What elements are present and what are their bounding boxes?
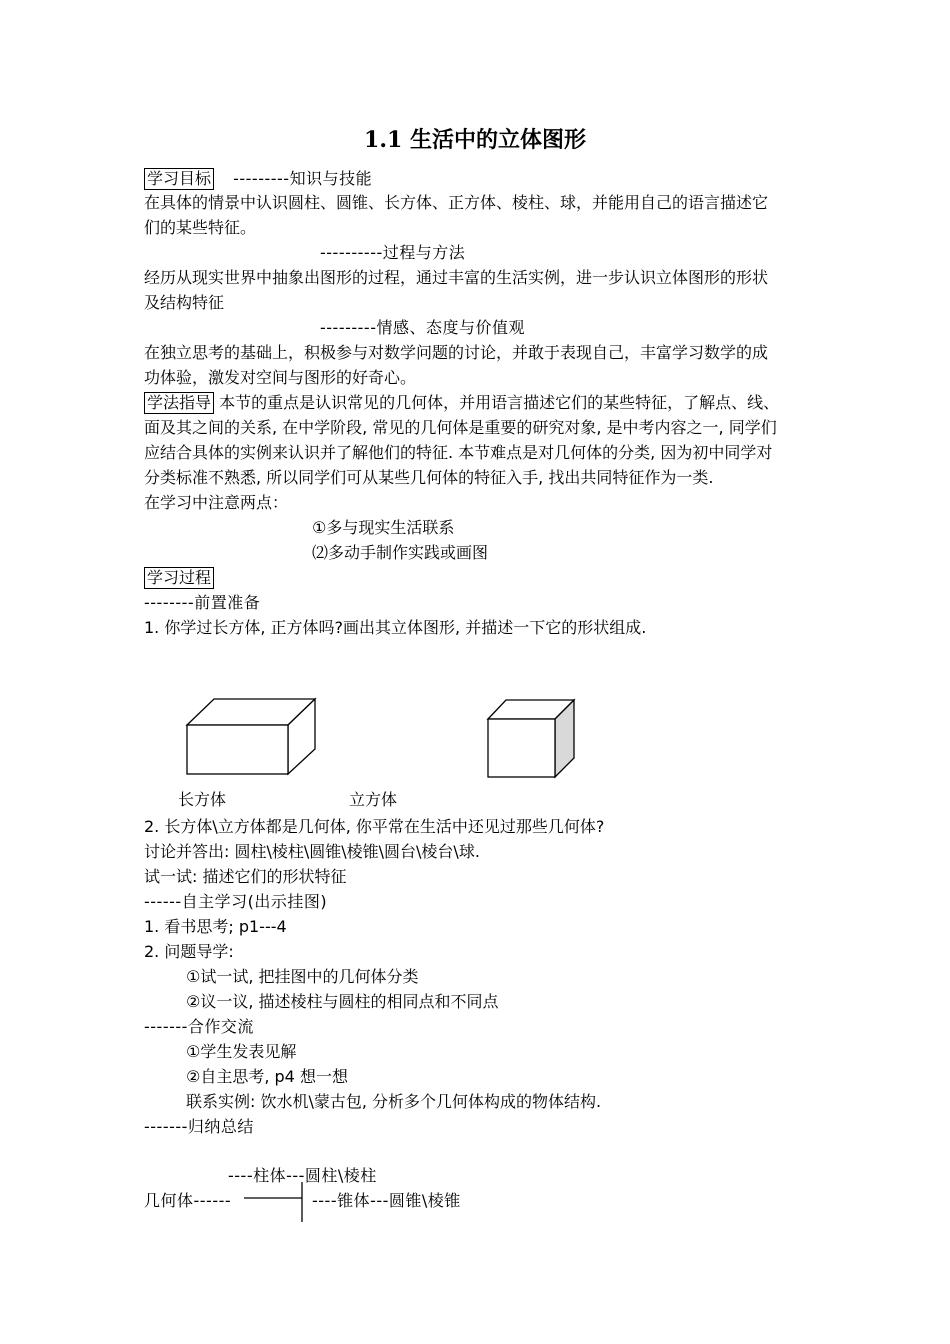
point-1: ①多与现实生活联系 (312, 518, 455, 537)
cube-figure (485, 697, 580, 781)
emotion-text-1: 在独立思考的基础上，积极参与对数学问题的讨论，并敢于表现自己，丰富学习数学的成 (144, 343, 769, 362)
emotion-text-2: 功体验，激发对空间与图形的好奇心。 (144, 368, 417, 387)
guidance-text-4: 分类标准不熟悉, 所以同学们可从某些几何体的特征入手, 找出共同特征作为一类. (144, 468, 714, 487)
process-label-line (144, 565, 214, 590)
knowledge-text-1: 在具体的情景中认识圆柱、圆锥、长方体、正方体、棱柱、球，并能用自己的语言描述它 (144, 193, 769, 212)
cuboid-front-face (187, 725, 288, 774)
guidance-text-1: 本节的重点是认识常见的几何体，并用语言描述它们的某些特征，了解点、线、 (214, 393, 780, 412)
self-step-2a: ①试一试, 把挂图中的几何体分类 (186, 967, 419, 986)
cuboid-label: 长方体 (178, 790, 227, 809)
question-1: 1. 你学过长方体, 正方体吗?画出其立体图形, 并描述一下它的形状组成. (144, 618, 647, 637)
prep-heading: --------前置准备 (144, 593, 261, 612)
summary-heading: -------归纳总结 (144, 1117, 254, 1136)
try-line: 试一试: 描述它们的形状特征 (144, 867, 347, 886)
coop-item-3: 联系实例: 饮水机\蒙古包, 分析多个几何体构成的物体结构. (186, 1092, 602, 1111)
tree-branch-pyramid: ----锥体---圆锥\棱锥 (312, 1191, 461, 1210)
process-text-1: 经历从现实世界中抽象出图形的过程，通过丰富的生活实例，进一步认识立体图形的形状 (144, 268, 769, 287)
guidance-line (144, 390, 779, 415)
objectives-label: 学习目标 (144, 168, 214, 190)
cuboid-figure (184, 696, 324, 778)
coop-item-2: ②自主思考, p4 想一想 (186, 1067, 348, 1086)
page-title: 1.1 生活中的立体图形 (364, 127, 586, 153)
question-2: 2. 长方体\立方体都是几何体, 你平常在生活中还见过那些几何体? (144, 817, 605, 836)
note-intro: 在学习中注意两点： (144, 493, 289, 512)
self-step-2: 2. 问题导学: (144, 942, 234, 961)
process-heading: ----------过程与方法 (320, 243, 466, 262)
process-label: 学习过程 (144, 567, 214, 589)
coop-heading: -------合作交流 (144, 1017, 254, 1036)
emotion-heading: ---------情感、态度与价值观 (320, 318, 525, 337)
tree-root: 几何体------ (144, 1191, 232, 1210)
tree-branch-prism: ----柱体---圆柱\棱柱 (228, 1166, 377, 1185)
objectives-line (144, 166, 372, 191)
guidance-text-2: 面及其之间的关系, 在中学阶段, 常见的几何体是重要的研究对象, 是中考内容之一, 同学们 (144, 418, 777, 437)
self-study-heading: ------自主学习(出示挂图) (144, 892, 328, 911)
knowledge-heading: ---------知识与技能 (233, 169, 373, 188)
self-step-2b: ②议一议, 描述棱柱与圆柱的相同点和不同点 (186, 992, 499, 1011)
tree-connector (240, 1180, 310, 1226)
self-step-1: 1. 看书思考; p1---4 (144, 917, 287, 936)
cube-label: 立方体 (349, 790, 398, 809)
process-text-2: 及结构特征 (144, 293, 225, 312)
guidance-label: 学法指导 (144, 392, 214, 414)
point-2: ⑵多动手制作实践或画图 (312, 543, 489, 562)
cube-front-face (488, 719, 555, 777)
discuss-line: 讨论并答出: 圆柱\棱柱\圆锥\棱锥\圆台\棱台\球. (144, 842, 480, 861)
guidance-text-3: 应结合具体的实例来认识并了解他们的特征. 本节难点是对几何体的分类, 因为初中同学对 (144, 443, 773, 462)
coop-item-1: ①学生发表见解 (186, 1042, 297, 1061)
knowledge-text-2: 们的某些特征。 (144, 218, 257, 237)
